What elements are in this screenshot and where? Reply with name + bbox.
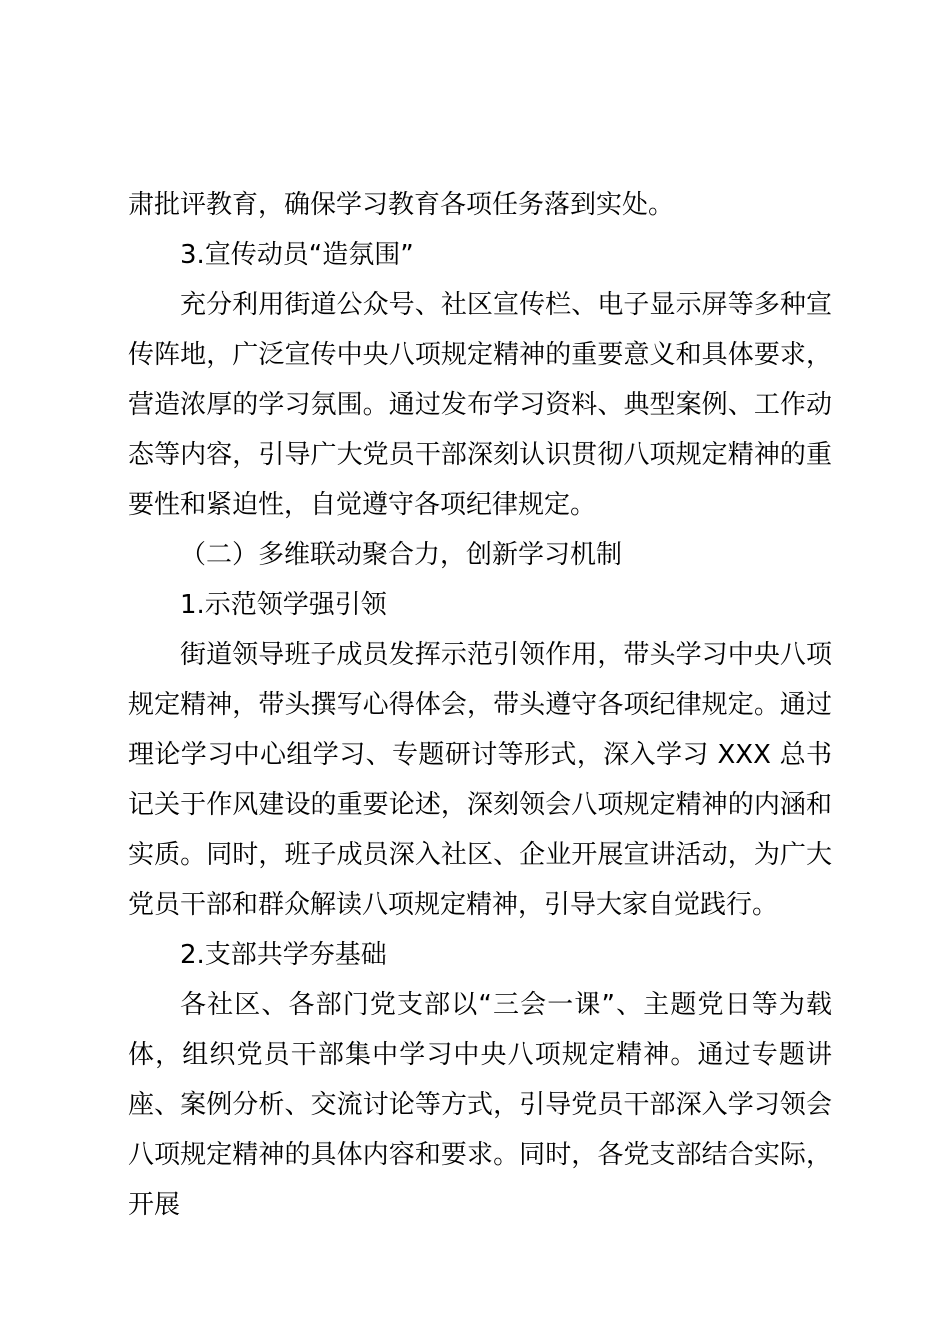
section-heading-mechanism: （二）多维联动聚合力，创新学习机制 [180, 540, 623, 570]
paragraph-publicity: 充分利用街道公众号、社区宣传栏、电子显示屏等多种宣传阵地，广泛宣传中央八项规定精神的重要意义和具体要求，营造浓厚的学习氛围。通过发布学习资料、典型案例、工作动态等内容，引导广大党员干部深刻认识贯彻八项规定精神的重要性和紧迫性，自觉遵守各项纪律规定。 [128, 290, 832, 520]
paragraph-continuation: 肃批评教育，确保学习教育各项任务落到实处。 [128, 190, 675, 220]
subheading-branch-study: 2.支部共学夯基础 [180, 940, 387, 970]
paragraph-branch-study: 各社区、各部门党支部以“三会一课”、主题党日等为载体，组织党员干部集中学习中央八项规定精神。通过专题讲座、案例分析、交流讨论等方式，引导党员干部深入学习领会八项规定精神的具体内容和要求。同时，各党支部结合实际，开展 [128, 990, 832, 1220]
paragraph-leadership: 街道领导班子成员发挥示范引领作用，带头学习中央八项规定精神，带头撰写心得体会，带头遵守各项纪律规定。通过理论学习中心组学习、专题研讨等形式，深入学习 XXX 总书记关于作风建设的重要论述，深刻领会八项规定精神的内涵和实质。同时，班子成员深入社区、企业开展宣讲活动，为广大党员干部和群众解读八项规定精神，引导大家自觉践行。 [128, 640, 832, 920]
document-body [128, 180, 832, 1230]
subheading-leadership: 1.示范领学强引领 [180, 590, 387, 620]
subheading-publicity: 3.宣传动员“造氛围” [180, 240, 414, 270]
